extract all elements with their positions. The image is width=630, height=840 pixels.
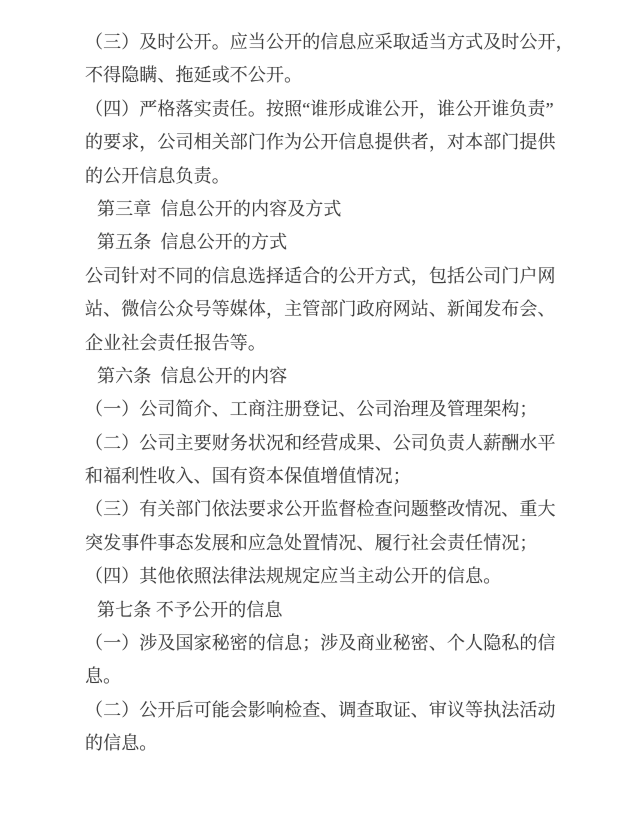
text-line: （一）公司简介、工商注册登记、公司治理及管理架构； [85,399,538,420]
text-line: （一）涉及国家秘密的信息；涉及商业秘密、个人隐私的信 [85,633,556,654]
heading-line: 第六条 信息公开的内容 [97,365,288,386]
text-line: 和福利性收入、国有资本保值增值情况； [85,466,411,487]
heading-line: 第三章 信息公开的内容及方式 [97,198,342,219]
text-line: （三）及时公开。应当公开的信息应采取适当方式及时公开， [85,32,574,52]
text-line: （二）公司主要财务状况和经营成果、公司负责人薪酬水平 [85,432,556,453]
text-line: （二）公开后可能会影响检查、调查取证、审议等执法活动 [85,699,556,720]
heading-line: 第五条 信息公开的方式 [97,232,288,253]
text-line: 不得隐瞒、拖延或不公开。 [85,65,303,86]
text-line: 的信息。 [85,733,158,754]
text-line: （四）其他依照法律法规规定应当主动公开的信息。 [85,566,502,587]
text-line: （三）有关部门依法要求公开监督检查问题整改情况、重大 [85,499,556,520]
text-line: 站、微信公众号等媒体，主管部门政府网站、新闻发布会、 [85,299,556,320]
text-line: 公司针对不同的信息选择适合的公开方式，包括公司门户网 [85,265,556,286]
text-line: 的公开信息负责。 [85,165,230,186]
text-line: 企业社会责任报告等。 [85,332,266,353]
text-line: （四）严格落实责任。按照“谁形成谁公开，谁公开谁负责” [85,98,554,119]
heading-line: 第七条 不予公开的信息 [97,599,283,620]
document-text-column [85,26,574,761]
text-line: 息。 [85,666,122,687]
text-line: 的要求，公司相关部门作为公开信息提供者，对本部门提供 [85,132,556,153]
text-line: 突发事件事态发展和应急处置情况、履行社会责任情况； [85,532,538,553]
